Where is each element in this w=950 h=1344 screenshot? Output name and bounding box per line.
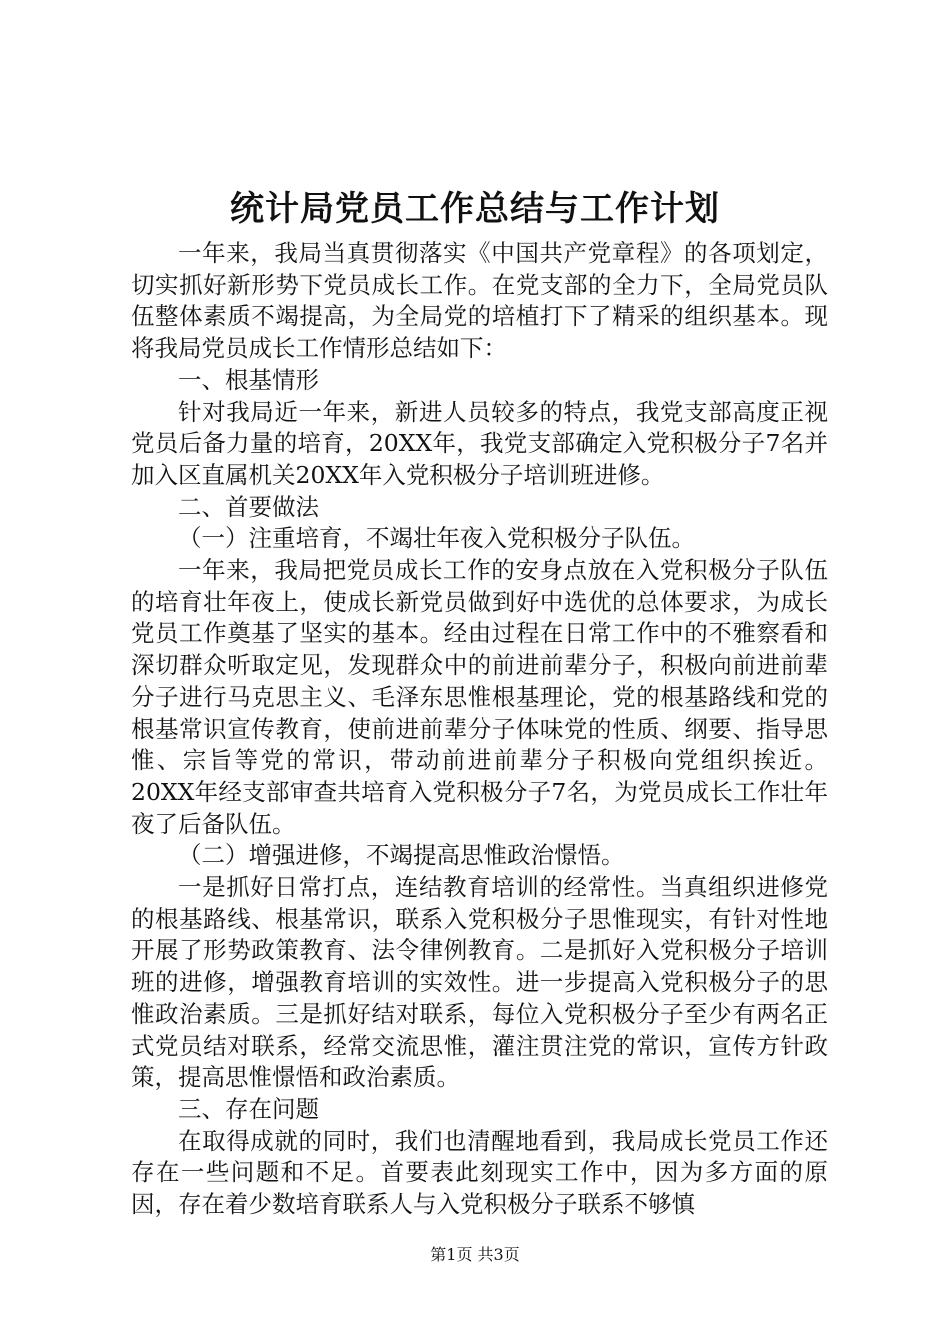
subheading-study: （二）增强进修，不竭提高思惟政治憬悟。 xyxy=(178,841,625,870)
paragraph-cultivation: 一年来，我局把党员成长工作的安身点放在入党积极分子队伍的培育壮年夜上，使成长新党员做到好中选优的总体要求，为成长党员工作奠基了坚实的基本。经由过程在日常工作中的不雅察看和深切群众听取定见，发现群众中的前进前辈分子，积极向前进前辈分子进行马克思主义、毛泽东思惟根基理论，党的根基路线和党的根基常识宣传教育，使前进前辈分子体味党的性质、纲要、指导思惟、宗旨等党的常识，带动前进前辈分子积极向党组织挨近。20XX年经支部审查共培育入党积极分子7名，为党员成长工作壮年夜了后备队伍。 xyxy=(131,556,828,838)
document-title: 统计局党员工作总结与工作计划 xyxy=(230,189,720,229)
paragraph-basic-situation: 针对我局近一年来，新进人员较多的特点，我党支部高度正视党员后备力量的培育，20XX年，我党支部确定入党积极分子7名并加入区直属机关20XX年入党积极分子培训班进修。 xyxy=(131,397,828,489)
paragraph-intro: 一年来，我局当真贯彻落实《中国共产党章程》的各项划定，切实抓好新形势下党员成长工作。在党支部的全力下，全局党员队伍整体素质不竭提高，为全局党的培植打下了精采的组织基本。现将我局党员成长工作情形总结如下： xyxy=(131,239,828,363)
section-heading-main-practices: 二、首要做法 xyxy=(178,492,319,521)
paragraph-problems: 在取得成就的同时，我们也清醒地看到，我局成长党员工作还存在一些问题和不足。首要表此刻现实工作中，因为多方面的原因，存在着少数培育联系人与入党积极分子联系不够慎 xyxy=(131,1126,828,1219)
page-number-footer: 第1页 共3页 xyxy=(430,1245,520,1264)
section-heading-problems: 三、存在问题 xyxy=(178,1094,319,1123)
section-heading-basic-situation: 一、根基情形 xyxy=(178,365,319,394)
document-body xyxy=(131,238,828,1221)
subheading-cultivation: （一）注重培育，不竭壮年夜入党积极分子队伍。 xyxy=(178,524,695,553)
paragraph-study: 一是抓好日常打点，连结教育培训的经常性。当真组织进修党的根基路线、根基常识，联系入党积极分子思惟现实，有针对性地开展了形势政策教育、法令律例教育。二是抓好入党积极分子培训班的进修，增强教育培训的实效性。进一步提高入党积极分子的思惟政治素质。三是抓好结对联系，每位入党积极分子至少有两名正式党员结对联系，经常交流思惟，灌注贯注党的常识，宣传方针政策，提高思惟憬悟和政治素质。 xyxy=(131,873,828,1092)
